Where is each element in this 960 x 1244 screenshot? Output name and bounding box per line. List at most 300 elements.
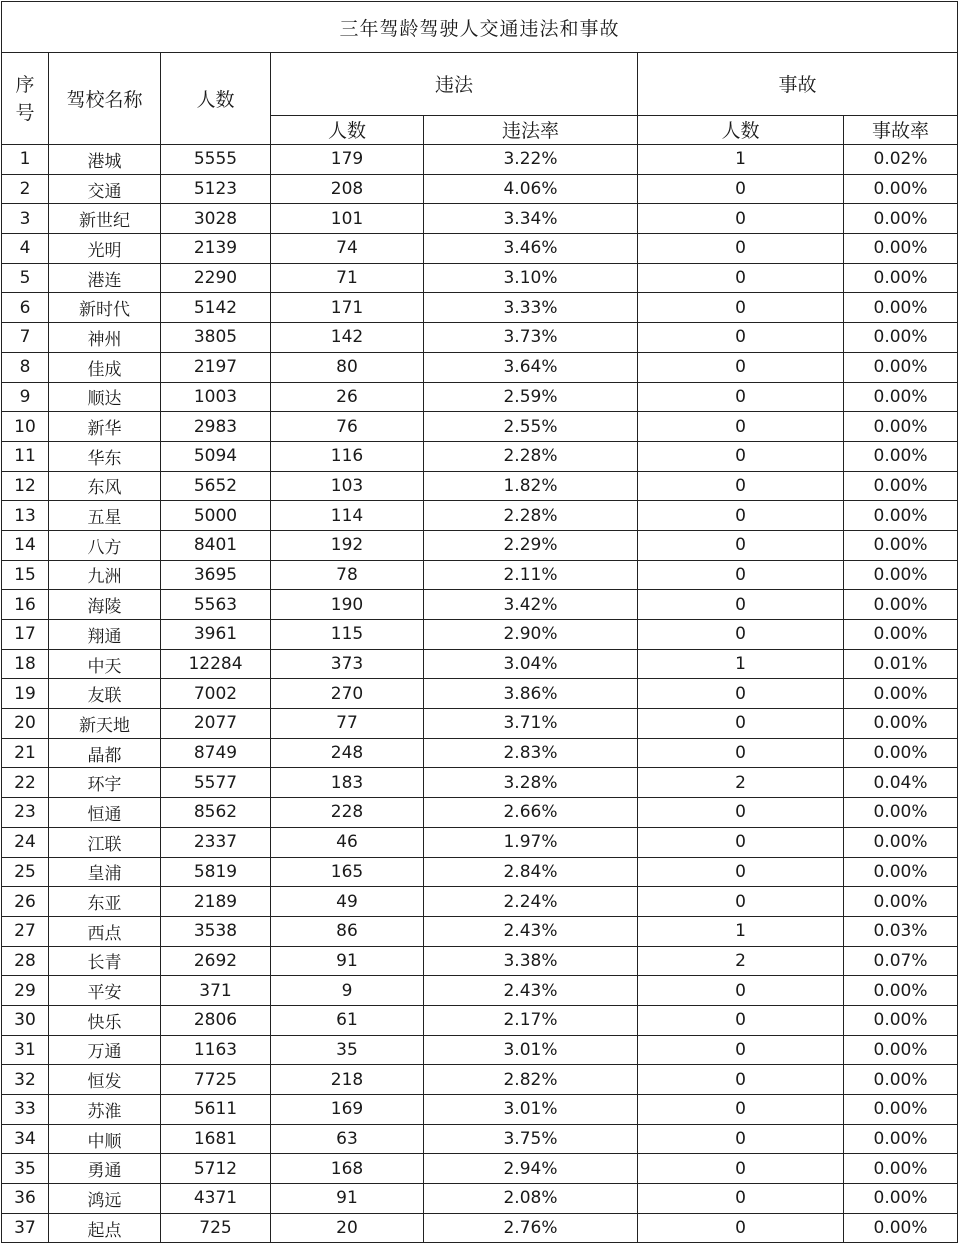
cell-violation-count: 116 [271,441,424,471]
cell-school-name: 晶都 [49,738,161,768]
cell-accident-rate: 0.00% [844,709,958,739]
cell-violation-rate: 3.33% [424,293,638,323]
cell-accident-count: 0 [638,1154,844,1184]
cell-driver-count: 725 [161,1213,271,1243]
cell-driver-count: 2197 [161,352,271,382]
cell-violation-rate: 2.28% [424,441,638,471]
cell-school-name: 海陵 [49,590,161,620]
cell-school-name: 鸿远 [49,1184,161,1214]
table-row [2,1124,958,1154]
cell-school-name: 快乐 [49,1005,161,1035]
cell-violation-rate: 3.86% [424,679,638,709]
table-body [2,145,958,1243]
cell-violation-count: 9 [271,976,424,1006]
cell-accident-rate: 0.00% [844,590,958,620]
table-row [2,412,958,442]
cell-violation-rate: 3.75% [424,1124,638,1154]
cell-accident-rate: 0.00% [844,204,958,234]
cell-seq: 17 [2,620,49,650]
table-row [2,501,958,531]
cell-school-name: 华东 [49,441,161,471]
cell-accident-count: 0 [638,887,844,917]
cell-driver-count: 1681 [161,1124,271,1154]
cell-violation-rate: 3.73% [424,323,638,353]
cell-seq: 23 [2,798,49,828]
cell-driver-count: 2290 [161,263,271,293]
cell-violation-count: 63 [271,1124,424,1154]
cell-school-name: 西点 [49,916,161,946]
cell-violation-rate: 2.66% [424,798,638,828]
cell-accident-rate: 0.00% [844,530,958,560]
cell-accident-rate: 0.00% [844,471,958,501]
cell-school-name: 平安 [49,976,161,1006]
cell-driver-count: 4371 [161,1184,271,1214]
cell-accident-count: 0 [638,560,844,590]
cell-accident-rate: 0.00% [844,827,958,857]
cell-driver-count: 1163 [161,1035,271,1065]
cell-violation-rate: 2.17% [424,1005,638,1035]
cell-accident-rate: 0.00% [844,887,958,917]
header-row-1 [2,53,958,116]
cell-violation-rate: 2.83% [424,738,638,768]
table-row [2,679,958,709]
header-seq [2,53,49,145]
cell-accident-count: 2 [638,946,844,976]
cell-violation-count: 78 [271,560,424,590]
table-row [2,352,958,382]
table-row [2,649,958,679]
cell-violation-rate: 2.43% [424,976,638,1006]
cell-accident-count: 0 [638,827,844,857]
table-row [2,1065,958,1095]
table-row [2,709,958,739]
cell-violation-rate: 1.82% [424,471,638,501]
cell-violation-count: 26 [271,382,424,412]
table-row [2,976,958,1006]
cell-driver-count: 2983 [161,412,271,442]
cell-accident-rate: 0.00% [844,738,958,768]
cell-violation-rate: 2.82% [424,1065,638,1095]
cell-seq: 4 [2,234,49,264]
cell-seq: 21 [2,738,49,768]
cell-violation-rate: 3.01% [424,1035,638,1065]
header-accident-group: 事故 [638,53,958,116]
table-row [2,857,958,887]
cell-violation-rate: 3.71% [424,709,638,739]
table-row [2,768,958,798]
cell-violation-rate: 3.01% [424,1095,638,1125]
cell-accident-rate: 0.00% [844,323,958,353]
cell-violation-count: 169 [271,1095,424,1125]
cell-accident-rate: 0.00% [844,441,958,471]
cell-violation-count: 190 [271,590,424,620]
cell-accident-rate: 0.00% [844,412,958,442]
cell-violation-count: 71 [271,263,424,293]
cell-violation-count: 142 [271,323,424,353]
cell-violation-count: 114 [271,501,424,531]
cell-accident-count: 0 [638,530,844,560]
cell-violation-rate: 4.06% [424,174,638,204]
table-row [2,827,958,857]
cell-accident-count: 0 [638,1035,844,1065]
cell-seq: 30 [2,1005,49,1035]
cell-violation-rate: 1.97% [424,827,638,857]
table-row [2,620,958,650]
cell-accident-rate: 0.00% [844,501,958,531]
cell-driver-count: 2692 [161,946,271,976]
header-seq-line2: 号 [15,101,35,124]
cell-violation-count: 74 [271,234,424,264]
table-row [2,293,958,323]
violation-accident-table [1,1,958,1243]
cell-driver-count: 3805 [161,323,271,353]
cell-violation-rate: 2.24% [424,887,638,917]
cell-driver-count: 5652 [161,471,271,501]
cell-seq: 6 [2,293,49,323]
table-row [2,1213,958,1243]
cell-violation-count: 35 [271,1035,424,1065]
cell-seq: 35 [2,1154,49,1184]
table-row [2,145,958,175]
table-row [2,560,958,590]
cell-violation-count: 77 [271,709,424,739]
cell-school-name: 新华 [49,412,161,442]
cell-driver-count: 5577 [161,768,271,798]
table-row [2,174,958,204]
cell-school-name: 新时代 [49,293,161,323]
cell-accident-rate: 0.02% [844,145,958,175]
cell-accident-rate: 0.00% [844,1065,958,1095]
cell-accident-count: 0 [638,204,844,234]
cell-school-name: 恒通 [49,798,161,828]
cell-violation-rate: 3.28% [424,768,638,798]
cell-seq: 37 [2,1213,49,1243]
cell-accident-rate: 0.03% [844,916,958,946]
cell-accident-rate: 0.00% [844,352,958,382]
table-row [2,1005,958,1035]
cell-violation-count: 165 [271,857,424,887]
cell-accident-count: 0 [638,352,844,382]
title-row [2,2,958,53]
cell-driver-count: 8562 [161,798,271,828]
cell-violation-count: 20 [271,1213,424,1243]
cell-violation-rate: 2.94% [424,1154,638,1184]
cell-violation-count: 91 [271,1184,424,1214]
cell-accident-count: 0 [638,293,844,323]
cell-seq: 28 [2,946,49,976]
cell-school-name: 友联 [49,679,161,709]
cell-accident-rate: 0.00% [844,234,958,264]
cell-school-name: 交通 [49,174,161,204]
cell-accident-rate: 0.00% [844,1184,958,1214]
cell-violation-count: 46 [271,827,424,857]
cell-driver-count: 2077 [161,709,271,739]
table-row [2,471,958,501]
cell-violation-rate: 3.64% [424,352,638,382]
cell-accident-count: 0 [638,1065,844,1095]
cell-school-name: 港连 [49,263,161,293]
cell-violation-rate: 3.46% [424,234,638,264]
cell-accident-count: 0 [638,1124,844,1154]
table-row [2,1095,958,1125]
cell-violation-count: 228 [271,798,424,828]
cell-school-name: 中天 [49,649,161,679]
cell-seq: 32 [2,1065,49,1095]
cell-seq: 5 [2,263,49,293]
cell-driver-count: 7725 [161,1065,271,1095]
cell-accident-count: 0 [638,263,844,293]
cell-seq: 9 [2,382,49,412]
cell-seq: 18 [2,649,49,679]
cell-school-name: 长青 [49,946,161,976]
cell-accident-count: 0 [638,441,844,471]
header-violation-count: 人数 [271,115,424,144]
cell-school-name: 中顺 [49,1124,161,1154]
table-row [2,441,958,471]
cell-driver-count: 5611 [161,1095,271,1125]
cell-violation-count: 76 [271,412,424,442]
cell-violation-rate: 2.90% [424,620,638,650]
cell-accident-count: 1 [638,649,844,679]
cell-driver-count: 5094 [161,441,271,471]
cell-driver-count: 8401 [161,530,271,560]
cell-driver-count: 12284 [161,649,271,679]
cell-school-name: 环宇 [49,768,161,798]
table-row [2,887,958,917]
table-title: 三年驾龄驾驶人交通违法和事故 [2,2,958,53]
cell-accident-rate: 0.00% [844,976,958,1006]
cell-seq: 27 [2,916,49,946]
cell-seq: 12 [2,471,49,501]
cell-school-name: 东风 [49,471,161,501]
cell-accident-rate: 0.00% [844,1005,958,1035]
header-violation-group: 违法 [271,53,638,116]
cell-school-name: 万通 [49,1035,161,1065]
table-row [2,323,958,353]
cell-school-name: 皇浦 [49,857,161,887]
cell-driver-count: 3028 [161,204,271,234]
table-row [2,234,958,264]
cell-accident-rate: 0.00% [844,620,958,650]
cell-accident-count: 0 [638,590,844,620]
cell-school-name: 光明 [49,234,161,264]
cell-violation-count: 171 [271,293,424,323]
cell-driver-count: 5555 [161,145,271,175]
cell-accident-rate: 0.04% [844,768,958,798]
cell-accident-count: 0 [638,976,844,1006]
cell-seq: 25 [2,857,49,887]
cell-school-name: 起点 [49,1213,161,1243]
cell-school-name: 八方 [49,530,161,560]
cell-violation-rate: 3.22% [424,145,638,175]
table-row [2,916,958,946]
cell-violation-rate: 2.43% [424,916,638,946]
cell-accident-count: 0 [638,679,844,709]
cell-violation-count: 192 [271,530,424,560]
cell-accident-count: 2 [638,768,844,798]
cell-school-name: 五星 [49,501,161,531]
table-row [2,738,958,768]
cell-school-name: 顺达 [49,382,161,412]
cell-violation-count: 183 [271,768,424,798]
cell-violation-rate: 2.08% [424,1184,638,1214]
cell-violation-rate: 2.76% [424,1213,638,1243]
cell-violation-rate: 3.10% [424,263,638,293]
cell-accident-count: 0 [638,1005,844,1035]
cell-school-name: 港城 [49,145,161,175]
cell-accident-count: 0 [638,1213,844,1243]
cell-accident-count: 0 [638,174,844,204]
cell-seq: 1 [2,145,49,175]
cell-school-name: 东亚 [49,887,161,917]
cell-violation-rate: 3.04% [424,649,638,679]
cell-driver-count: 1003 [161,382,271,412]
cell-seq: 19 [2,679,49,709]
cell-accident-count: 0 [638,1184,844,1214]
cell-accident-rate: 0.00% [844,382,958,412]
cell-accident-count: 0 [638,323,844,353]
cell-driver-count: 7002 [161,679,271,709]
cell-driver-count: 5563 [161,590,271,620]
data-sheet [1,1,957,1243]
header-seq-line1: 序 [15,73,35,96]
cell-accident-rate: 0.00% [844,560,958,590]
cell-accident-count: 0 [638,798,844,828]
header-accident-rate: 事故率 [844,115,958,144]
cell-violation-rate: 2.11% [424,560,638,590]
cell-school-name: 九洲 [49,560,161,590]
cell-driver-count: 5142 [161,293,271,323]
table-row [2,204,958,234]
header-name: 驾校名称 [49,53,161,145]
cell-accident-count: 1 [638,145,844,175]
table-row [2,263,958,293]
cell-seq: 29 [2,976,49,1006]
cell-accident-rate: 0.01% [844,649,958,679]
cell-accident-count: 0 [638,1095,844,1125]
cell-accident-count: 0 [638,412,844,442]
cell-driver-count: 3961 [161,620,271,650]
cell-violation-rate: 2.29% [424,530,638,560]
cell-seq: 3 [2,204,49,234]
cell-accident-rate: 0.00% [844,1154,958,1184]
cell-accident-count: 0 [638,471,844,501]
cell-school-name: 江联 [49,827,161,857]
cell-violation-rate: 3.38% [424,946,638,976]
cell-accident-count: 0 [638,709,844,739]
table-row [2,946,958,976]
cell-accident-rate: 0.00% [844,293,958,323]
cell-seq: 15 [2,560,49,590]
cell-driver-count: 371 [161,976,271,1006]
cell-driver-count: 8749 [161,738,271,768]
cell-accident-rate: 0.00% [844,857,958,887]
cell-driver-count: 5123 [161,174,271,204]
cell-violation-rate: 2.59% [424,382,638,412]
cell-accident-count: 0 [638,382,844,412]
cell-violation-count: 49 [271,887,424,917]
table-row [2,1035,958,1065]
table-row [2,590,958,620]
cell-accident-rate: 0.00% [844,174,958,204]
cell-accident-count: 0 [638,738,844,768]
cell-accident-rate: 0.00% [844,1124,958,1154]
cell-seq: 26 [2,887,49,917]
table-row [2,798,958,828]
cell-accident-rate: 0.07% [844,946,958,976]
cell-accident-count: 0 [638,620,844,650]
cell-driver-count: 5000 [161,501,271,531]
cell-school-name: 翔通 [49,620,161,650]
cell-accident-count: 0 [638,857,844,887]
cell-violation-count: 168 [271,1154,424,1184]
cell-seq: 8 [2,352,49,382]
header-count: 人数 [161,53,271,145]
cell-accident-rate: 0.00% [844,679,958,709]
cell-violation-count: 270 [271,679,424,709]
cell-violation-count: 373 [271,649,424,679]
table-row [2,530,958,560]
cell-seq: 13 [2,501,49,531]
cell-driver-count: 2337 [161,827,271,857]
cell-driver-count: 5819 [161,857,271,887]
cell-accident-count: 0 [638,501,844,531]
cell-driver-count: 2189 [161,887,271,917]
cell-driver-count: 2806 [161,1005,271,1035]
cell-accident-count: 1 [638,916,844,946]
cell-violation-rate: 2.84% [424,857,638,887]
cell-seq: 11 [2,441,49,471]
cell-violation-count: 248 [271,738,424,768]
cell-seq: 31 [2,1035,49,1065]
cell-driver-count: 5712 [161,1154,271,1184]
header-accident-count: 人数 [638,115,844,144]
cell-violation-count: 91 [271,946,424,976]
cell-violation-count: 103 [271,471,424,501]
cell-seq: 2 [2,174,49,204]
cell-accident-rate: 0.00% [844,1095,958,1125]
cell-seq: 20 [2,709,49,739]
cell-seq: 24 [2,827,49,857]
cell-violation-rate: 3.42% [424,590,638,620]
cell-school-name: 新世纪 [49,204,161,234]
cell-seq: 14 [2,530,49,560]
cell-violation-count: 218 [271,1065,424,1095]
cell-accident-rate: 0.00% [844,1213,958,1243]
cell-driver-count: 2139 [161,234,271,264]
cell-violation-count: 208 [271,174,424,204]
cell-violation-count: 61 [271,1005,424,1035]
header-violation-rate: 违法率 [424,115,638,144]
cell-violation-count: 115 [271,620,424,650]
cell-seq: 7 [2,323,49,353]
cell-violation-count: 86 [271,916,424,946]
cell-school-name: 神州 [49,323,161,353]
cell-driver-count: 3695 [161,560,271,590]
cell-seq: 22 [2,768,49,798]
cell-school-name: 佳成 [49,352,161,382]
table-row [2,1184,958,1214]
cell-school-name: 勇通 [49,1154,161,1184]
cell-seq: 10 [2,412,49,442]
cell-violation-rate: 2.55% [424,412,638,442]
cell-accident-count: 0 [638,234,844,264]
cell-accident-rate: 0.00% [844,798,958,828]
table-row [2,1154,958,1184]
cell-school-name: 苏淮 [49,1095,161,1125]
cell-seq: 36 [2,1184,49,1214]
table-row [2,382,958,412]
